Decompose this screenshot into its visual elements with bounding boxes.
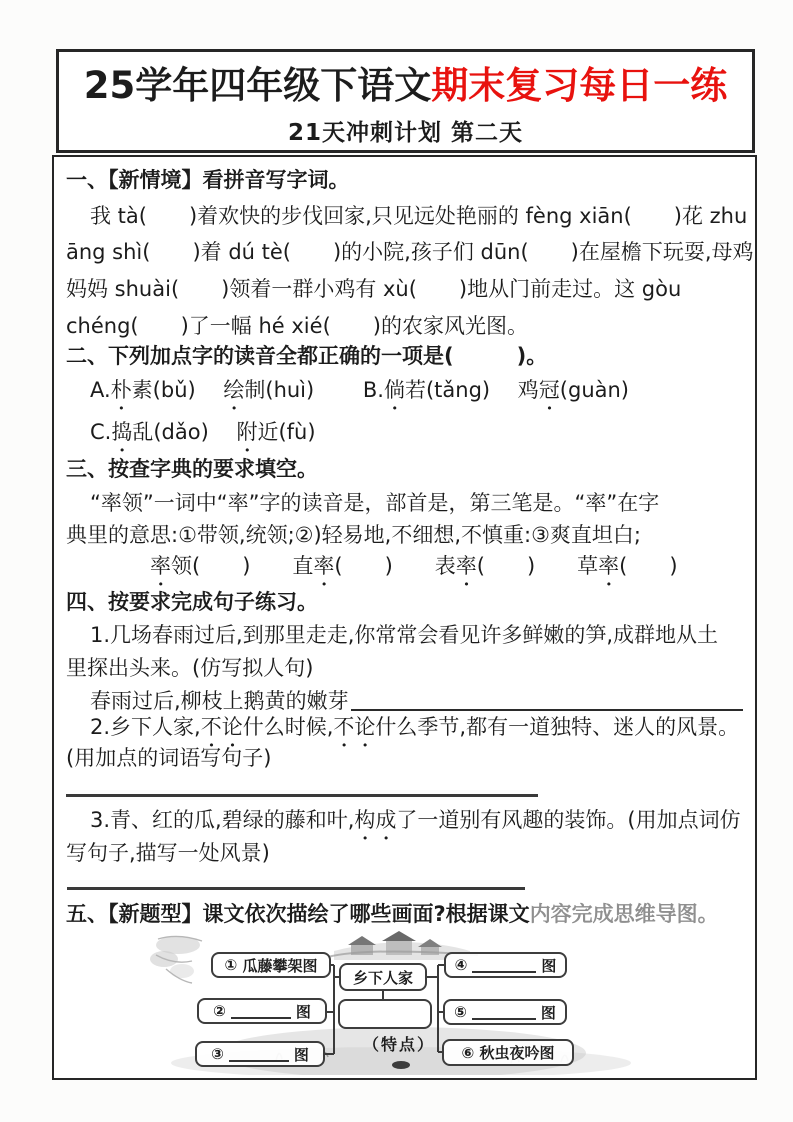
- map-box-1-label: 瓜藤攀架图: [242, 956, 318, 975]
- section1-title: 看拼音写字词。: [202, 168, 350, 192]
- dotted-char: 捣: [111, 420, 133, 444]
- map-box-4: [444, 952, 567, 978]
- worksheet-title-box: [56, 49, 755, 153]
- section5-heading: [66, 897, 747, 931]
- section4-number: 四、: [66, 590, 108, 614]
- section2-number: 二、: [66, 344, 108, 368]
- sentence3-line1: [90, 803, 747, 837]
- map-box-2-number: ②: [213, 1002, 226, 1020]
- section3-heading: [66, 452, 747, 486]
- section2-title: 下列加点字的读音全都正确的一项是( )。: [108, 344, 548, 368]
- map-box-5-blank: [472, 1005, 536, 1020]
- option-a-label: A.: [90, 378, 111, 402]
- word-text: ( ): [619, 554, 678, 578]
- answer-blank-line: [67, 887, 525, 890]
- map-feature-empty-box: [338, 999, 432, 1029]
- section2-heading: [66, 339, 747, 373]
- dotted-char: 朴: [110, 378, 132, 402]
- map-box-5-number: ⑤: [454, 1003, 467, 1021]
- sentence2-text: 什么季节,都有一道独特、迷人的风景。: [375, 715, 740, 739]
- sentence1-answer-prefix: 春雨过后,柳枝上鹅黄的嫩芽: [90, 689, 349, 713]
- word-text: ( ) 草: [476, 554, 599, 578]
- pinyin-line-4: chéng( )了一幅 hé xié( )的农家风光图。: [66, 314, 528, 338]
- worksheet-title: [59, 55, 752, 109]
- sentence1-line2: 里探出头来。(仿写拟人句): [66, 656, 314, 680]
- dictionary-line-2: 典里的意思:①带领,统领;②)轻易地,不细想,不慎重:③爽直坦白;: [66, 523, 641, 547]
- map-box-5-label: 图: [540, 1003, 556, 1022]
- map-box-3-number: ③: [211, 1045, 224, 1063]
- sentence3-text: 了一道别有风趣的装饰。(用加点词仿: [396, 808, 741, 832]
- sentence1-line1: 1.几场春雨过后,到那里走走,你常常会看见许多鲜嫩的笋,成群地从土: [90, 623, 719, 647]
- section5-title-faded: 内容完成思维导图。: [529, 902, 719, 926]
- section4-title: 按要求完成句子练习。: [108, 590, 318, 614]
- map-box-1: [211, 952, 331, 978]
- sentence3-text: 3.青、红的瓜,碧绿的藤和叶,: [90, 808, 355, 832]
- shuai-words-row: [150, 549, 747, 583]
- map-box-6-number: ⑥: [461, 1043, 475, 1062]
- section5-tag: 【新题型】: [108, 902, 203, 926]
- map-center-topic-box: [339, 963, 427, 991]
- option-b-text2: (guàn): [559, 378, 630, 402]
- map-box-6-label: 秋虫夜吟图: [479, 1044, 555, 1062]
- dotted-char: 附: [236, 420, 258, 444]
- choice-row-ab: [90, 373, 747, 407]
- section5-title: 课文依次描绘了哪些画面?根据课文: [202, 902, 530, 926]
- map-center-topic: 乡下人家: [352, 968, 413, 987]
- dotted-char: 绘: [223, 378, 245, 402]
- map-box-3-label: 图: [293, 1045, 309, 1064]
- option-c-text2: 近(fù): [257, 420, 316, 444]
- map-box-1-number: ①: [224, 956, 238, 974]
- word-text: 领( ) 直: [171, 554, 314, 578]
- pinyin-line-2: āng shì( )着 dú tè( )的小院,孩子们 dūn( )在屋檐下玩耍,母鸡: [66, 240, 754, 264]
- worksheet-body: [52, 155, 757, 1080]
- option-c-label: C.: [90, 420, 112, 444]
- section1-number: 一、: [66, 168, 108, 192]
- map-box-2: [197, 998, 327, 1024]
- section1-tag: 【新情境】: [108, 168, 203, 192]
- dotted-char: 冠: [538, 378, 560, 402]
- dotted-char: 率: [313, 554, 335, 578]
- dotted-char: 率: [150, 554, 171, 578]
- choice-row-c: [90, 415, 747, 449]
- map-box-6: [442, 1039, 574, 1066]
- dotted-word: 不论: [200, 715, 243, 739]
- pinyin-line-3: 妈妈 shuài( )领着一群小鸡有 xù( )地从门前走过。这 gòu: [66, 277, 682, 301]
- dotted-char: 倘: [383, 378, 405, 402]
- option-a-text: 素(bǔ): [131, 378, 224, 402]
- section4-heading: [66, 585, 747, 619]
- worksheet-subtitle: 21天冲刺计划 第二天: [287, 120, 523, 146]
- option-a-text2: 制(huì): [244, 378, 315, 402]
- pinyin-line-1: 我 tà( )着欢快的步伐回家,只见远处艳丽的 fèng xiān( )花 zhu: [90, 204, 748, 228]
- title-black-part: 25学年四年级下语文: [83, 64, 432, 107]
- map-box-4-blank: [472, 958, 536, 973]
- section1-heading: [66, 163, 747, 197]
- sentence2-text: 2.乡下人家,: [90, 715, 201, 739]
- map-box-4-number: ④: [454, 956, 468, 974]
- dictionary-line-1: “率领”一词中“率”字的读音是，部首是，第三笔是。“率”在字: [90, 491, 660, 515]
- sentence3-line2: 写句子,描写一处风景): [66, 841, 270, 865]
- section3-number: 三、: [66, 457, 108, 481]
- map-box-3: [195, 1041, 325, 1067]
- sentence2-line1: [90, 710, 747, 744]
- word-text: ( ) 表: [334, 554, 456, 578]
- map-box-2-blank: [231, 1004, 291, 1019]
- dotted-word: 构成: [354, 808, 397, 832]
- option-b-text: 若(tǎng) 鸡: [404, 378, 539, 402]
- answer-blank-line: [66, 794, 538, 797]
- map-feature-label: （特点）: [363, 1035, 436, 1054]
- section3-title: 按查字典的要求填空。: [108, 457, 318, 481]
- dotted-word: 不论: [333, 715, 376, 739]
- dotted-char: 率: [598, 554, 620, 578]
- map-box-5: [443, 999, 567, 1025]
- map-box-4-label: 图: [541, 956, 557, 975]
- dotted-char: 率: [455, 554, 477, 578]
- map-box-2-label: 图: [295, 1002, 311, 1021]
- section5-number: 五、: [66, 902, 108, 926]
- option-b-label: B.: [314, 378, 384, 402]
- map-box-3-blank: [229, 1047, 289, 1062]
- title-red-part: 期末复习每日一练: [431, 64, 728, 107]
- option-c-text: 乱(dǎo): [132, 420, 237, 444]
- sentence2-text: 什么时候,: [242, 715, 334, 739]
- mind-map-diagram: [66, 929, 743, 1075]
- sentence2-line2: (用加点的词语写句子): [66, 746, 272, 770]
